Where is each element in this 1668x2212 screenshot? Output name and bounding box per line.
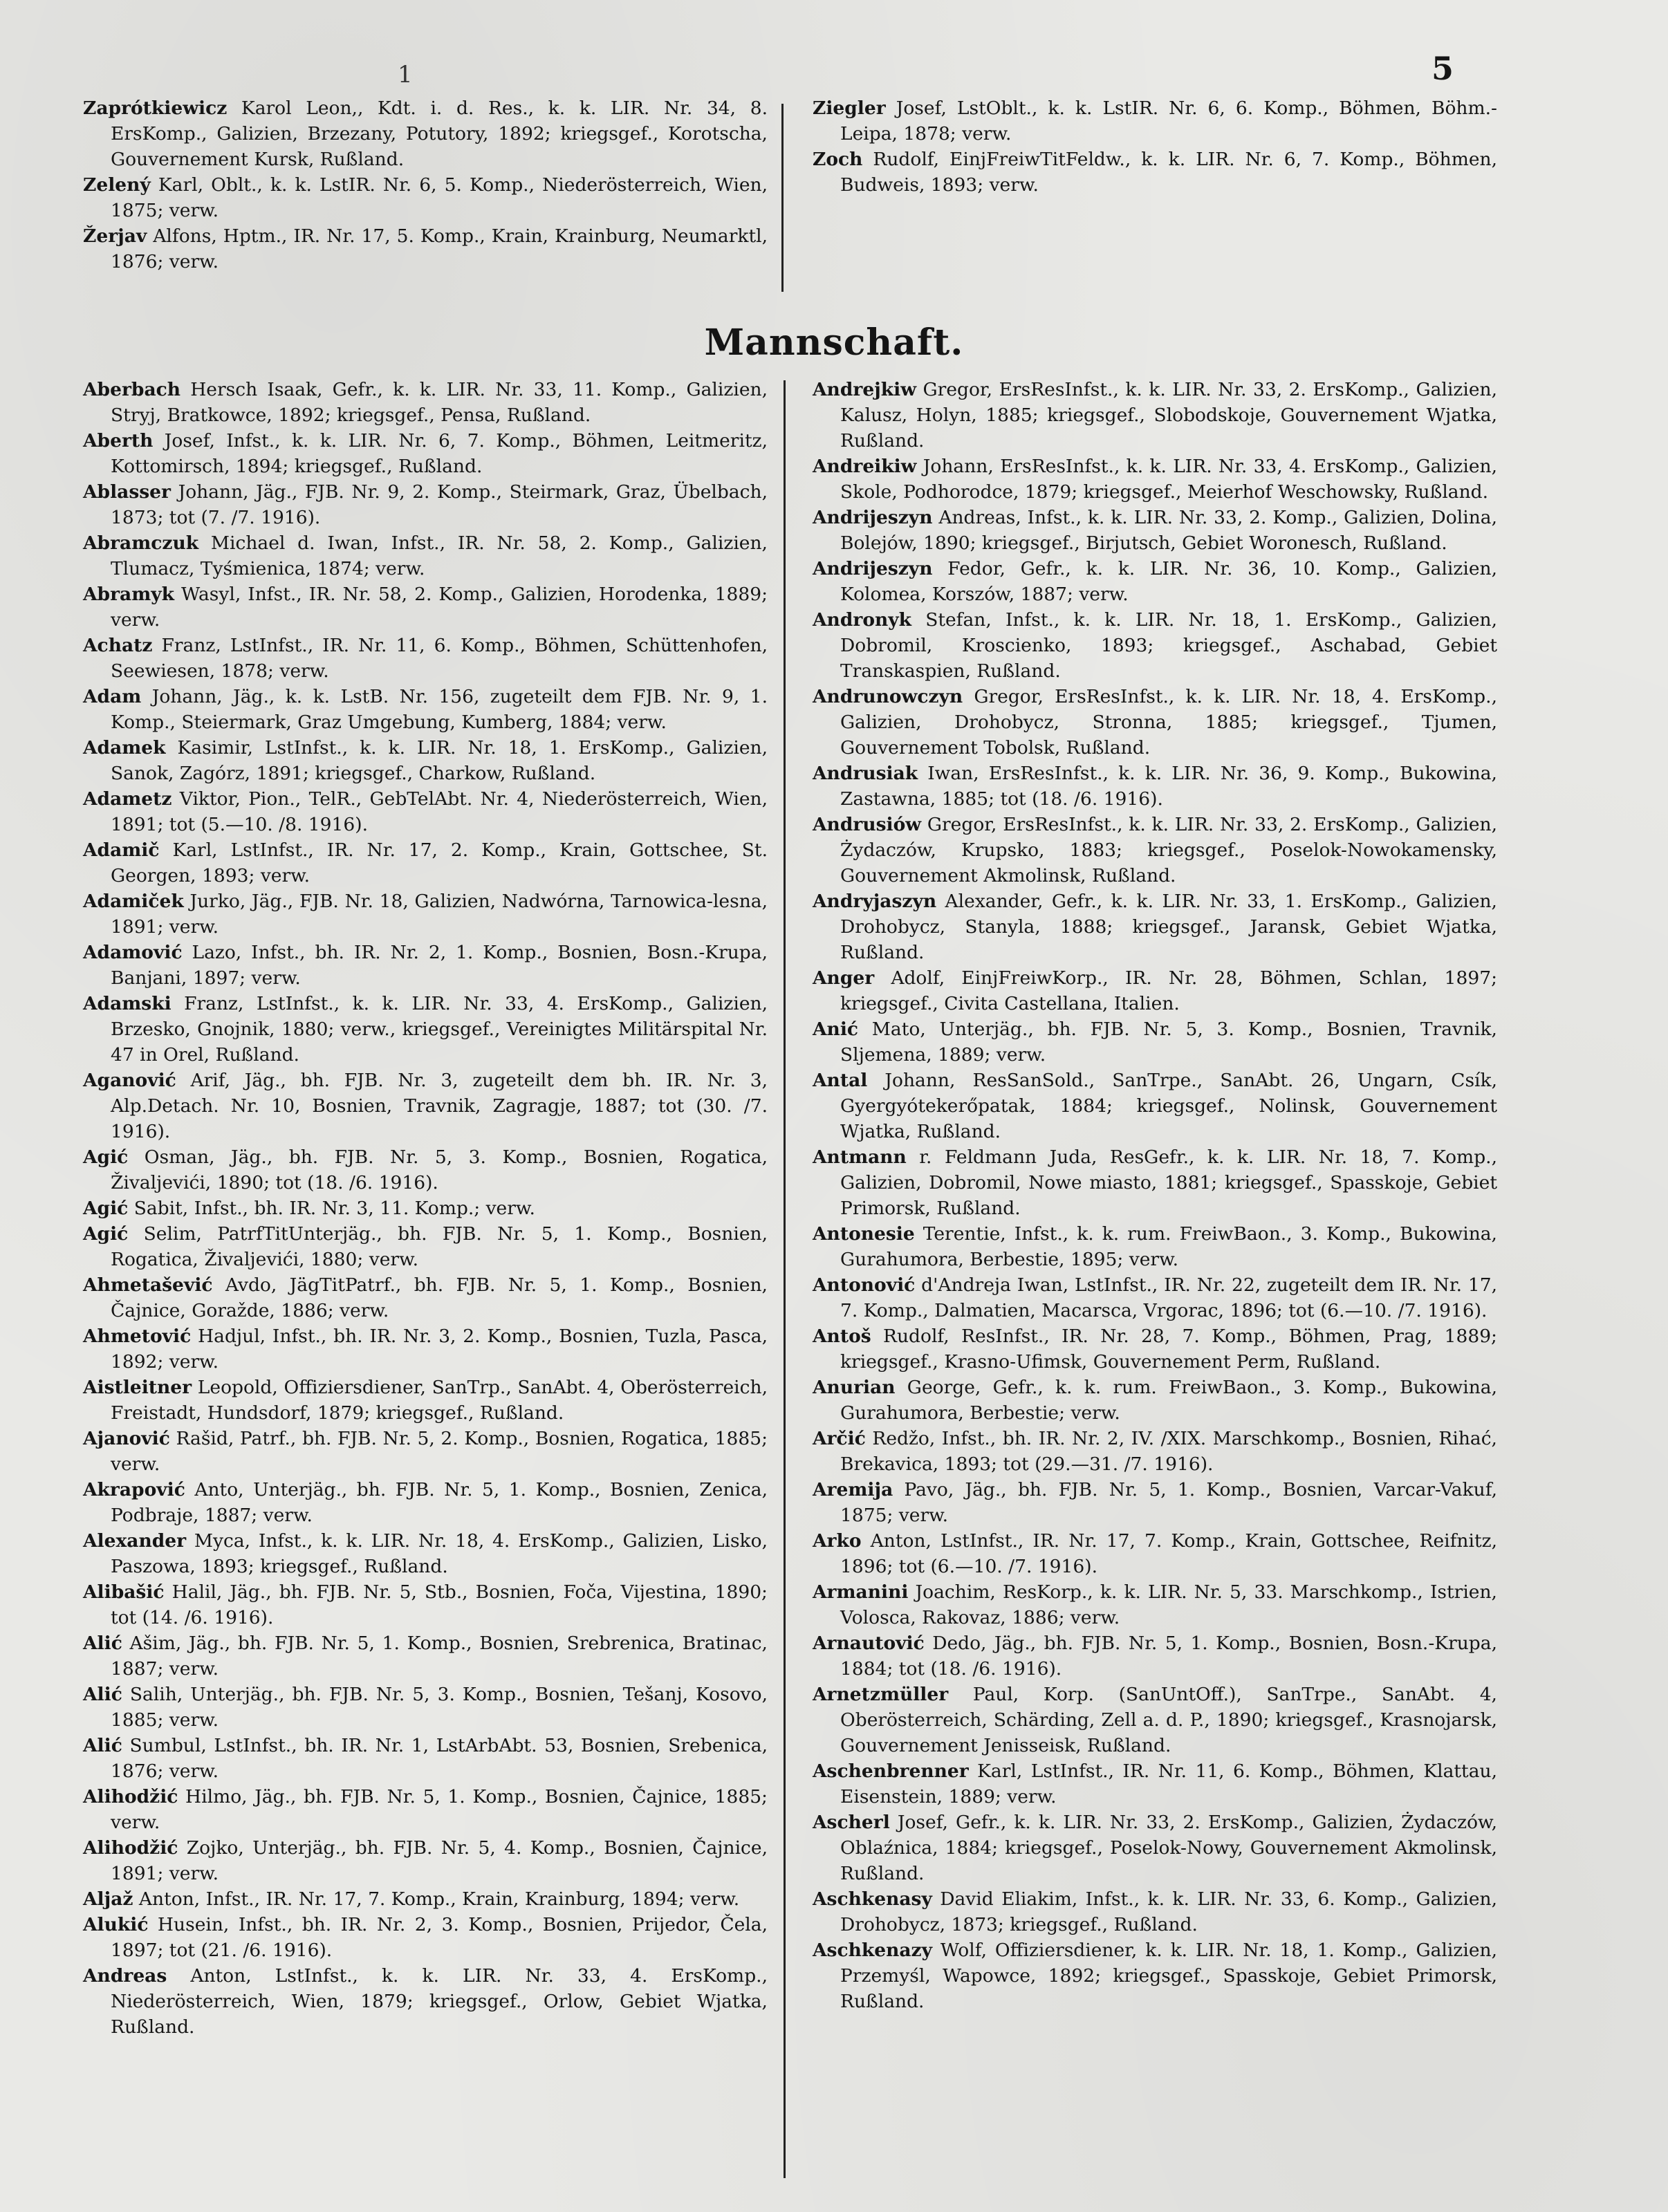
right-column — [813, 377, 1497, 2014]
entry — [813, 1221, 1497, 1272]
entry-details: Pavo, Jäg., bh. FJB. Nr. 5, 1. Komp., Bosnien, Varcar-Vakuf, 1875; verw. — [840, 1479, 1497, 1526]
entry-details: Sumbul, LstInfst., bh. IR. Nr. 1, LstArbAbt. 53, Bosnien, Srebenica, 1876; verw. — [111, 1735, 768, 1782]
entry-details: Josef, Infst., k. k. LIR. Nr. 6, 7. Komp., Böhmen, Leitmeritz, Kottomirsch, 1894; kriegsgef., Rußland. — [111, 430, 768, 477]
entry-surname: Zelený — [83, 174, 151, 196]
entry — [83, 1528, 768, 1579]
entry-surname: Andryjaszyn — [813, 891, 937, 912]
entry-details: r. Feldmann Juda, ResGefr., k. k. LIR. Nr. 18, 7. Komp., Galizien, Dobromil, Nowe miasto, 1881; kriegsgef., Spasskoje, Gebiet Primorsk, Rußland. — [840, 1146, 1497, 1219]
entry-details: Fedor, Gefr., k. k. LIR. Nr. 36, 10. Komp., Galizien, Kolomea, Korszów, 1887; verw. — [840, 558, 1497, 605]
entry-surname: Alić — [83, 1633, 122, 1654]
entry — [83, 223, 768, 275]
entry-surname: Anić — [813, 1019, 859, 1040]
entry-details: Mato, Unterjäg., bh. FJB. Nr. 5, 3. Komp., Bosnien, Travnik, Sljemena, 1889; verw. — [840, 1019, 1497, 1066]
entry-details: Hilmo, Jäg., bh. FJB. Nr. 5, 1. Komp., Bosnien, Čajnice, 1885; verw. — [111, 1786, 768, 1833]
entry — [83, 633, 768, 684]
entry — [83, 95, 768, 172]
entry-surname: Anurian — [813, 1377, 896, 1398]
entry-details: Alexander, Gefr., k. k. LIR. Nr. 33, 1. ErsKomp., Galizien, Drohobycz, Stanyla, 1888; kriegsgef., Jaransk, Gebiet Wjatka, Rußland. — [840, 891, 1497, 963]
entry-details: Sabit, Infst., bh. IR. Nr. 3, 11. Komp.; verw. — [128, 1198, 535, 1219]
entry-surname: Antoš — [813, 1326, 871, 1347]
entry-details: Gregor, ErsResInfst., k. k. LIR. Nr. 18, 4. ErsKomp., Galizien, Drohobycz, Stronna, 1885; kriegsgef., Tjumen, Gouvernement Tobolsk, Rußland. — [840, 686, 1497, 759]
entry-surname: Andrejkiw — [813, 379, 917, 400]
entry-surname: Aschenbrenner — [813, 1760, 969, 1782]
entry-details: Josef, LstOblt., k. k. LstIR. Nr. 6, 6. Komp., Böhmen, Böhm.-Leipa, 1878; verw. — [840, 97, 1497, 145]
entry-details: Johann, Jäg., FJB. Nr. 9, 2. Komp., Steirmark, Graz, Übelbach, 1873; tot (7. /7. 1916). — [111, 481, 768, 528]
entry-details: Johann, ErsResInfst., k. k. LIR. Nr. 33, 4. ErsKomp., Galizien, Skole, Podhorodce, 1879; kriegsgef., Meierhof Weschowsky, Rußland. — [840, 456, 1497, 503]
entry-details: Wasyl, Infst., IR. Nr. 58, 2. Komp., Galizien, Horodenka, 1889; verw. — [111, 584, 768, 631]
entry — [83, 582, 768, 633]
entry — [813, 607, 1497, 684]
entry-details: Osman, Jäg., bh. FJB. Nr. 5, 3. Komp., Bosnien, Rogatica, Živaljevići, 1890; tot (18. /6. 1916). — [111, 1146, 768, 1193]
entry — [83, 1068, 768, 1144]
entry-details: Anton, LstInfst., k. k. LIR. Nr. 33, 4. ErsKomp., Niederösterreich, Wien, 1879; kriegsgef., Orlow, Gebiet Wjatka, Rußland. — [111, 1965, 768, 2038]
entry — [83, 786, 768, 837]
entry-details: George, Gefr., k. k. rum. FreiwBaon., 3. Komp., Bukowina, Gurahumora, Berbestie; verw. — [840, 1377, 1497, 1424]
entry-details: Gregor, ErsResInfst., k. k. LIR. Nr. 33, 2. ErsKomp., Galizien, Kalusz, Holyn, 1885; kriegsgef., Slobodskoje, Gouvernement Wjatka, Rußland. — [840, 379, 1497, 452]
entry — [83, 1733, 768, 1784]
section-title: Mannschaft. — [704, 322, 964, 364]
entry-surname: Adamski — [83, 993, 172, 1014]
entry — [83, 837, 768, 889]
entry-surname: Antmann — [813, 1146, 907, 1168]
entry-surname: Alihodžić — [83, 1837, 178, 1859]
entry-surname: Adametz — [83, 788, 172, 810]
entry-surname: Alibašić — [83, 1581, 165, 1603]
entry — [83, 530, 768, 582]
entry-details: Adolf, EinjFreiwKorp., IR. Nr. 28, Böhmen, Schlan, 1897; kriegsgef., Civita Castellana, Italien. — [840, 967, 1497, 1014]
entry-details: Karl, LstInfst., IR. Nr. 11, 6. Komp., Böhmen, Klattau, Eisenstein, 1889; verw. — [840, 1760, 1497, 1807]
entry-details: Gregor, ErsResInfst., k. k. LIR. Nr. 33, 2. ErsKomp., Galizien, Żydaczów, Krupsko, 1883; kriegsgef., Poselok-Nowokamensky, Gouvernement Akmolinsk, Rußland. — [840, 814, 1497, 886]
entry-details: Michael d. Iwan, Infst., IR. Nr. 58, 2. Komp., Galizien, Tlumacz, Tyśmienica, 1874; verw. — [111, 532, 768, 579]
entry-surname: Aremija — [813, 1479, 893, 1500]
entry-details: Jurko, Jäg., FJB. Nr. 18, Galizien, Nadwórna, Tarnowica-lesna, 1891; verw. — [111, 891, 768, 938]
entry-details: Avdo, JägTitPatrf., bh. FJB. Nr. 5, 1. Komp., Bosnien, Čajnice, Goražde, 1886; verw. — [111, 1274, 768, 1321]
entry — [813, 761, 1497, 812]
entry — [813, 1810, 1497, 1886]
entry-details: Lazo, Infst., bh. IR. Nr. 2, 1. Komp., Bosnien, Bosn.-Krupa, Banjani, 1897; verw. — [111, 942, 768, 989]
column-divider-top — [781, 104, 784, 292]
entry — [83, 1912, 768, 1963]
entry-details: Johann, ResSanSold., SanTrpe., SanAbt. 26, Ungarn, Csík, Gyergyótekerőpatak, 1884; kriegsgef., Nolinsk, Gouvernement Wjatka, Rußland. — [840, 1070, 1497, 1142]
entry-details: Paul, Korp. (SanUntOff.), SanTrpe., SanAbt. 4, Oberösterreich, Schärding, Zell a. d. P., 1890; kriegsgef., Krasnojarsk, Gouvernement Jenisseisk, Rußland. — [840, 1684, 1497, 1756]
entry-surname: Aschkenasy — [813, 1888, 932, 1910]
entry — [83, 1196, 768, 1221]
entry — [813, 454, 1497, 505]
entry — [813, 1144, 1497, 1221]
entry-surname: Alexander — [83, 1530, 187, 1552]
left-column — [83, 377, 768, 2040]
entry-surname: Andrusiów — [813, 814, 922, 835]
entry-surname: Alukić — [83, 1914, 149, 1935]
entry — [83, 1375, 768, 1426]
entry-surname: Ahmetović — [83, 1326, 192, 1347]
entry-surname: Arčić — [813, 1428, 866, 1449]
entry — [813, 1068, 1497, 1144]
entry — [83, 1630, 768, 1682]
entry-details: Anton, Infst., IR. Nr. 17, 7. Komp., Krain, Krainburg, 1894; verw. — [133, 1888, 740, 1910]
entry-surname: Adamič — [83, 839, 160, 861]
entry-surname: Armanini — [813, 1581, 909, 1603]
entry — [813, 1579, 1497, 1630]
entry-surname: Anger — [813, 967, 875, 989]
entry — [83, 377, 768, 428]
entry — [813, 505, 1497, 556]
entry — [813, 965, 1497, 1016]
entry-surname: Andreas — [83, 1965, 167, 1987]
entry — [83, 889, 768, 940]
entry — [813, 1886, 1497, 1937]
entry — [813, 889, 1497, 965]
entry — [813, 1323, 1497, 1375]
entry-details: Arif, Jäg., bh. FJB. Nr. 3, zugeteilt dem bh. IR. Nr. 3, Alp.Detach. Nr. 10, Bosnien, Travnik, Zagragje, 1887; tot (30. /7. 1916). — [111, 1070, 768, 1142]
entry — [813, 1937, 1497, 2014]
entry-surname: Aljaž — [83, 1888, 133, 1910]
entry-surname: Andreikiw — [813, 456, 917, 477]
entry-details: Josef, Gefr., k. k. LIR. Nr. 33, 2. ErsKomp., Galizien, Żydaczów, Oblaźnica, 1884; kriegsgef., Poselok-Nowy, Gouvernement Akmolinsk, Rußland. — [840, 1812, 1497, 1884]
entry-surname: Antal — [813, 1070, 868, 1091]
entry-surname: Ahmetašević — [83, 1274, 213, 1296]
entry — [813, 812, 1497, 889]
entry-surname: Adamović — [83, 942, 183, 963]
entry-details: Rašid, Patrf., bh. FJB. Nr. 5, 2. Komp., Bosnien, Rogatica, 1885; verw. — [111, 1428, 768, 1475]
entry-surname: Adam — [83, 686, 142, 707]
entry-surname: Andrunowczyn — [813, 686, 963, 707]
entry-details: Viktor, Pion., TelR., GebTelAbt. Nr. 4, Niederösterreich, Wien, 1891; tot (5.—10. /8. 1916). — [111, 788, 768, 835]
entry-surname: Andrijeszyn — [813, 558, 933, 579]
entry-surname: Arko — [813, 1530, 862, 1552]
entry — [813, 147, 1497, 198]
entry — [813, 1758, 1497, 1810]
entry-details: Andreas, Infst., k. k. LIR. Nr. 33, 2. Komp., Galizien, Dolina, Bolejów, 1890; kriegsgef., Birjutsch, Gebiet Woronesch, Rußland. — [840, 507, 1497, 554]
entry-details: Zojko, Unterjäg., bh. FJB. Nr. 5, 4. Komp., Bosnien, Čajnice, 1891; verw. — [111, 1837, 768, 1884]
entry-details: Joachim, ResKorp., k. k. LIR. Nr. 5, 33. Marschkomp., Istrien, Volosca, Rakovaz, 1886; verw. — [840, 1581, 1497, 1628]
entry — [813, 95, 1497, 147]
entry — [83, 172, 768, 223]
entry-surname: Aberbach — [83, 379, 181, 400]
entry-details: Myca, Infst., k. k. LIR. Nr. 18, 4. ErsKomp., Galizien, Lisko, Paszowa, 1893; kriegsgef., Rußland. — [111, 1530, 768, 1577]
entry-surname: Abramyk — [83, 584, 175, 605]
entry-surname: Andrusiak — [813, 763, 918, 784]
entry-surname: Akrapović — [83, 1479, 185, 1500]
entry-details: Redžo, Infst., bh. IR. Nr. 2, IV. /XIX. Marschkomp., Bosnien, Rihać, Brekavica, 1893; tot (29.—31. /7. 1916). — [840, 1428, 1497, 1475]
top-left-column — [83, 95, 768, 275]
entry-details: Johann, Jäg., k. k. LstB. Nr. 156, zugeteilt dem FJB. Nr. 9, 1. Komp., Steiermark, Graz Umgebung, Kumberg, 1884; verw. — [111, 686, 768, 733]
entry-surname: Žerjav — [83, 225, 147, 247]
entry-details: Karl, LstInfst., IR. Nr. 17, 2. Komp., Krain, Gottschee, St. Georgen, 1893; verw. — [111, 839, 768, 886]
entry — [83, 1426, 768, 1477]
entry — [813, 1426, 1497, 1477]
entry-surname: Arnetzmüller — [813, 1684, 949, 1705]
entry — [83, 735, 768, 786]
entry-details: Ašim, Jäg., bh. FJB. Nr. 5, 1. Komp., Bosnien, Srebrenica, Bratinac, 1887; verw. — [111, 1633, 768, 1680]
entry — [813, 1682, 1497, 1758]
entry-details: Rudolf, EinjFreiwTitFeldw., k. k. LIR. Nr. 6, 7. Komp., Böhmen, Budweis, 1893; verw. — [840, 149, 1497, 196]
entry — [813, 556, 1497, 607]
entry — [813, 684, 1497, 761]
entry-details: Rudolf, ResInfst., IR. Nr. 28, 7. Komp., Böhmen, Prag, 1889; kriegsgef., Krasno-Ufimsk, Gouvernement Perm, Rußland. — [840, 1326, 1497, 1373]
entry-details: Halil, Jäg., bh. FJB. Nr. 5, Stb., Bosnien, Foča, Vijestina, 1890; tot (14. /6. 1916). — [111, 1581, 768, 1628]
entry-surname: Antonesie — [813, 1223, 915, 1245]
entry-surname: Alihodžić — [83, 1786, 178, 1807]
entry-details: Salih, Unterjäg., bh. FJB. Nr. 5, 3. Komp., Bosnien, Tešanj, Kosovo, 1885; verw. — [111, 1684, 768, 1731]
entry-surname: Achatz — [83, 635, 153, 656]
entry-details: Selim, PatrfTitUnterjäg., bh. FJB. Nr. 5, 1. Komp., Bosnien, Rogatica, Živaljevići, 1880; verw. — [111, 1223, 768, 1270]
entry-surname: Aschkenazy — [813, 1940, 932, 1961]
entry-surname: Andrijeszyn — [813, 507, 933, 528]
entry-details: Stefan, Infst., k. k. LIR. Nr. 18, 1. ErsKomp., Galizien, Dobromil, Kroscienko, 1893; kriegsgef., Aschabad, Gebiet Transkaspien, Rußland. — [840, 609, 1497, 682]
top-mark: 1 — [398, 61, 413, 89]
entry-details: Hadjul, Infst., bh. IR. Nr. 3, 2. Komp., Bosnien, Tuzla, Pasca, 1892; verw. — [111, 1326, 768, 1373]
entry-surname: Zaprótkiewicz — [83, 97, 228, 119]
entry-details: Alfons, Hptm., IR. Nr. 17, 5. Komp., Krain, Krainburg, Neumarktl, 1876; verw. — [111, 225, 768, 272]
entry — [83, 479, 768, 530]
entry — [83, 1886, 768, 1912]
entry-details: Wolf, Offiziersdiener, k. k. LIR. Nr. 18, 1. Komp., Galizien, Przemyśl, Wapowce, 1892; kriegsgef., Spasskoje, Gebiet Primorsk, Rußland. — [840, 1940, 1497, 2012]
entry — [813, 377, 1497, 454]
entry-surname: Aistleitner — [83, 1377, 192, 1398]
entry-details: Anto, Unterjäg., bh. FJB. Nr. 5, 1. Komp., Bosnien, Zenica, Podbraje, 1887; verw. — [111, 1479, 768, 1526]
entry-details: Husein, Infst., bh. IR. Nr. 2, 3. Komp., Bosnien, Prijedor, Čela, 1897; tot (21. /6. 1916). — [111, 1914, 768, 1961]
entry-surname: Abramczuk — [83, 532, 199, 554]
entry-details: Hersch Isaak, Gefr., k. k. LIR. Nr. 33, 11. Komp., Galizien, Stryj, Bratkowce, 1892; kriegsgef., Pensa, Rußland. — [111, 379, 768, 426]
entry-surname: Alić — [83, 1684, 122, 1705]
page-number: 5 — [1431, 50, 1454, 87]
entry-details: d'Andreja Iwan, LstInfst., IR. Nr. 22, zugeteilt dem IR. Nr. 17, 7. Komp., Dalmatien, Macarsca, Vrgorac, 1896; tot (6.—10. /7. 1916). — [840, 1274, 1497, 1321]
entry — [83, 991, 768, 1068]
entry-surname: Aberth — [83, 430, 154, 452]
entry-surname: Ablasser — [83, 481, 171, 503]
entry-surname: Aganović — [83, 1070, 176, 1091]
entry-surname: Antonović — [813, 1274, 916, 1296]
entry — [83, 1272, 768, 1323]
entry — [83, 428, 768, 479]
entry-surname: Ziegler — [813, 97, 886, 119]
entry-surname: Agić — [83, 1223, 129, 1245]
entry — [813, 1016, 1497, 1068]
entry-surname: Adamek — [83, 737, 166, 759]
entry — [83, 1835, 768, 1886]
entry-details: Karol Leon,, Kdt. i. d. Res., k. k. LIR. Nr. 34, 8. ErsKomp., Galizien, Brzezany, Potutory, 1892; kriegsgef., Korotscha, Gouvernement Kursk, Rußland. — [111, 97, 768, 170]
entry — [83, 1144, 768, 1196]
entry-surname: Zoch — [813, 149, 863, 170]
entry-details: Anton, LstInfst., IR. Nr. 17, 7. Komp., Krain, Gottschee, Reifnitz, 1896; tot (6.—10. /7. 1916). — [840, 1530, 1497, 1577]
entry — [83, 1323, 768, 1375]
entry — [813, 1477, 1497, 1528]
entry — [83, 1477, 768, 1528]
entry-details: Dedo, Jäg., bh. FJB. Nr. 5, 1. Komp., Bosnien, Bosn.-Krupa, 1884; tot (18. /6. 1916). — [840, 1633, 1497, 1680]
entry-surname: Adamiček — [83, 891, 184, 912]
entry — [83, 1579, 768, 1630]
entry — [83, 940, 768, 991]
entry — [83, 1221, 768, 1272]
entry-surname: Ascherl — [813, 1812, 890, 1833]
entry-surname: Agić — [83, 1146, 129, 1168]
entry-surname: Andronyk — [813, 609, 912, 631]
entry-surname: Agić — [83, 1198, 129, 1219]
entry-details: Kasimir, LstInfst., k. k. LIR. Nr. 18, 1. ErsKomp., Galizien, Sanok, Zagórz, 1891; kriegsgef., Charkow, Rußland. — [111, 737, 768, 784]
entry-surname: Arnautović — [813, 1633, 925, 1654]
entry-surname: Ajanović — [83, 1428, 170, 1449]
entry-details: Karl, Oblt., k. k. LstIR. Nr. 6, 5. Komp., Niederösterreich, Wien, 1875; verw. — [111, 174, 768, 221]
entry-details: Leopold, Offiziersdiener, SanTrp., SanAbt. 4, Oberösterreich, Freistadt, Hundsdorf, 1879; kriegsgef., Rußland. — [111, 1377, 768, 1424]
entry — [813, 1528, 1497, 1579]
entry — [83, 1963, 768, 2040]
entry — [813, 1272, 1497, 1323]
entry — [83, 1682, 768, 1733]
entry-details: Franz, LstInfst., k. k. LIR. Nr. 33, 4. ErsKomp., Galizien, Brzesko, Gnojnik, 1880; verw., kriegsgef., Vereinigtes Militärspital Nr. 47 in Orel, Rußland. — [111, 993, 768, 1066]
entry-details: Iwan, ErsResInfst., k. k. LIR. Nr. 36, 9. Komp., Bukowina, Zastawna, 1885; tot (18. /6. 1916). — [840, 763, 1497, 810]
entry-details: David Eliakim, Infst., k. k. LIR. Nr. 33, 6. Komp., Galizien, Drohobycz, 1873; kriegsgef., Rußland. — [840, 1888, 1497, 1935]
entry — [83, 1784, 768, 1835]
entry-details: Terentie, Infst., k. k. rum. FreiwBaon., 3. Komp., Bukowina, Gurahumora, Berbestie, 1895; verw. — [840, 1223, 1497, 1270]
entry — [813, 1630, 1497, 1682]
entry — [813, 1375, 1497, 1426]
column-divider-main — [784, 380, 786, 2178]
entry-surname: Alić — [83, 1735, 122, 1756]
entry-details: Franz, LstInfst., IR. Nr. 11, 6. Komp., Böhmen, Schüttenhofen, Seewiesen, 1878; verw. — [111, 635, 768, 682]
entry — [83, 684, 768, 735]
top-right-column — [813, 95, 1497, 198]
